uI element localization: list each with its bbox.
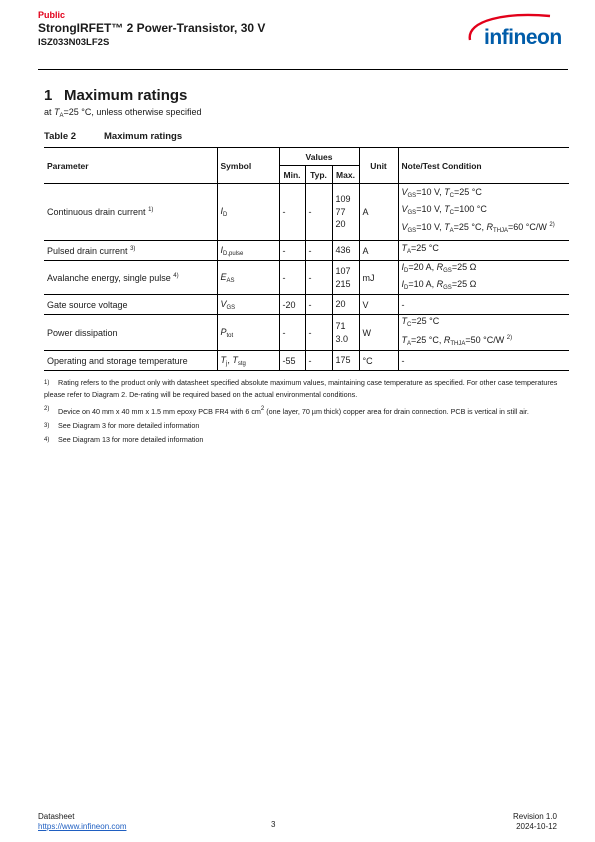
cell-max: 107 215 [332, 261, 359, 295]
cell-condition: $T_A=25$ °C [398, 241, 569, 261]
table-row [44, 261, 569, 295]
footnote-4: 4) See Diagram 13 for more detailed information [44, 435, 204, 444]
cell-condition: $V_{GS}=10$ V, $T_C=25$ °C $V_{GS}=10$ V, $T_C=100$ °C $V_{GS}=10$ V, $T_A=25$ °C, $R_{THJA}=60$ °C/W $^{2)}$ [398, 184, 569, 241]
cell-parameter: Avalanche energy, single pulse $^{4)}$ [44, 261, 217, 295]
header-symbol: Symbol [217, 148, 279, 184]
section-title: Maximum ratings [64, 87, 188, 104]
section-number: 1 [44, 87, 53, 104]
cell-unit: A [359, 241, 398, 261]
footnote-1: 1) Rating refers to the product only with datasheet specified absolute maximum values, maintaining case temperature as specified. For other case temperatures please refer to Diagram 2. De-rating will be required based on the actual environmental conditions. [44, 378, 558, 399]
table-row [44, 295, 569, 315]
product-title: StrongIRFET™ 2 Power-Transistor, 30 V [38, 21, 266, 35]
max-ratings-table [44, 147, 569, 371]
cell-symbol: $I_{D,pulse}$ [217, 241, 279, 261]
classification-label: Public [38, 10, 66, 20]
cell-condition: $I_D=20$ A, $R_{GS}=25$ Ω $I_D=10$ A, $R_{GS}=25$ Ω [398, 261, 569, 295]
footer-revision: Revision 1.0 [512, 812, 557, 821]
cell-parameter: Power dissipation [44, 315, 217, 351]
header-values: Values [279, 148, 359, 166]
footer-doc-type: Datasheet [38, 812, 75, 821]
cell-unit: °C [359, 351, 398, 371]
cell-max: 175 [332, 351, 359, 371]
footer-page-number: 3 [271, 820, 276, 829]
cell-parameter: Operating and storage temperature [44, 351, 217, 371]
table-caption [44, 131, 182, 142]
cell-symbol: $T_j$, $T_{stg}$ [217, 351, 279, 371]
table-title: Maximum ratings [104, 131, 183, 142]
table-row [44, 351, 569, 371]
cell-condition: - [398, 295, 569, 315]
cell-parameter: Gate source voltage [44, 295, 217, 315]
infineon-logo [462, 10, 570, 58]
cell-typ: - [305, 351, 332, 371]
cell-typ: - [305, 315, 332, 351]
cell-max: 109 77 20 [332, 184, 359, 241]
cell-unit: V [359, 295, 398, 315]
cell-min: -20 [279, 295, 305, 315]
footer-left [38, 812, 126, 832]
page-header [38, 10, 265, 48]
cell-min: -55 [279, 351, 305, 371]
cell-min: - [279, 261, 305, 295]
footer-date: 2024-10-12 [516, 822, 557, 831]
cell-condition: $T_C=25$ °C $T_A=25$ °C, $R_{THJA}=50$ °C/W $^{2)}$ [398, 315, 569, 351]
header-max: Max. [332, 166, 359, 184]
footnote-2: 2) Device on 40 mm x 40 mm x 1.5 mm epoxy PCB FR4 with 6 $cm^2$ (one layer, 70 µm thick) copper area for drain connection. PCB is vertical in still air. [44, 406, 529, 416]
footnote-3: 3) See Diagram 3 for more detailed information [44, 421, 200, 430]
header-min: Min. [279, 166, 305, 184]
cell-max: 436 [332, 241, 359, 261]
cell-typ: - [305, 295, 332, 315]
cell-condition: - [398, 351, 569, 371]
cell-typ: - [305, 184, 332, 241]
header-unit: Unit [359, 148, 398, 184]
section-subtitle: at $T_A=25$ °C, unless otherwise specified [44, 107, 202, 119]
product-code: ISZ033N03LF2S [38, 37, 110, 48]
table-number: Table 2 [44, 131, 77, 142]
cell-parameter: Continuous drain current $^{1)}$ [44, 184, 217, 241]
footnotes [44, 377, 559, 448]
cell-unit: W [359, 315, 398, 351]
header-parameter: Parameter [44, 148, 217, 184]
cell-symbol: $V_{GS}$ [217, 295, 279, 315]
cell-unit: A [359, 184, 398, 241]
cell-symbol: $P_{tot}$ [217, 315, 279, 351]
cell-min: - [279, 241, 305, 261]
cell-parameter: Pulsed drain current $^{3)}$ [44, 241, 217, 261]
table-row [44, 241, 569, 261]
cell-symbol: $I_D$ [217, 184, 279, 241]
cell-min: - [279, 315, 305, 351]
cell-max: 71 3.0 [332, 315, 359, 351]
cell-unit: mJ [359, 261, 398, 295]
footer-url-link[interactable]: https://www.infineon.com [38, 822, 127, 831]
cell-symbol: $E_{AS}$ [217, 261, 279, 295]
cell-typ: - [305, 261, 332, 295]
table-row [44, 315, 569, 351]
cell-min: - [279, 184, 305, 241]
header-note: Note/Test Condition [398, 148, 569, 184]
header-divider [38, 69, 568, 70]
section-heading [44, 87, 187, 104]
footer-right [513, 812, 557, 832]
header-typ: Typ. [305, 166, 332, 184]
logo-text: infineon [484, 26, 562, 49]
cell-typ: - [305, 241, 332, 261]
cell-max: 20 [332, 295, 359, 315]
table-row [44, 184, 569, 241]
